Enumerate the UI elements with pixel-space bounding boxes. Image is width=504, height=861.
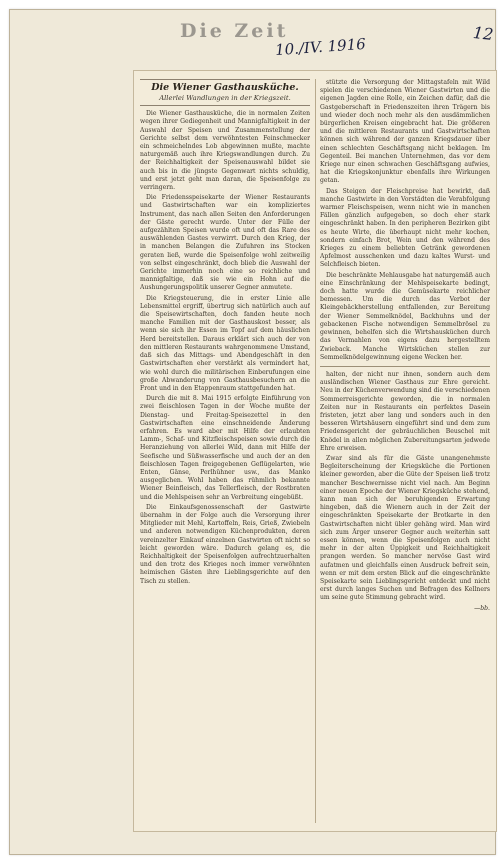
article-subtitle: Allerlei Wandlungen in der Kriegszeit.: [159, 94, 291, 102]
paragraph: Zwar sind als für die Gäste unangenehmste Begleiterscheinung der Kriegsküche die Portionen kleiner geworden, aber die Güte der Speisen ließ trotz mancher Beschwernisse nicht viel nach. Am Beginn einer neuen Epoche der Wiener Kriegsküche stehend, kann man sich der beruhigenden Erwartung hingeben, daß die Wienern auch in der Zeit der eingeschränkten Speisekarte der Brotkarte in den Gastwirtschaften nicht übler gehäng wird. Man wird sich zum Ärger unserer Gegner auch weiterhin satt essen können, wenn die Speisenfolgen auch nicht mehr in der alten Üppigkeit und Reichhaltigkeit prangen werden. So mancher nervöse Gast wird aufatmen und gleichfalls einen Ausdruck befreit sein, wenn er mit dem ersten Blick auf die eingeschränkte Speisekarte sein Lieblingsgericht entdeckt und nicht erst durch langes Suchen und Befragen des Kellners um seine gute Stimmung gebracht wird.: [320, 454, 490, 602]
archive-page: [9, 9, 496, 855]
article-header: [140, 79, 310, 106]
paragraph: halten, der nicht nur ihnen, sondern auch dem ausländischen Wiener Gasthaus zur Ehre gereicht. Neu in der Küchenverwendung sind die verschiedenen Sommerreisgerichte geworden, die in normalen Zeiten nur in Restaurants ein perfektes Dasein fristeten, jetzt aber lang und sonders auch in den besseren Wirtshäusern eingeführt sind und dem zum Friedensgericht der gebräuchlichen Beuschel mit Knödel in allen möglichen Zubereitungsarten jedwede Ehre erweisen.: [320, 370, 490, 452]
handwritten-date: 10./IV. 1916: [274, 34, 367, 60]
paragraph: Die beschränkte Mehlausgabe hat naturgemäß auch eine Einschränkung der Mehlspeisekarte bedingt, doch hatte wurde die Gemüsekarte reichlicher bemessen. Um die durch das Verbot der Kleingebäckherstellung entfallenden, zur Bereitung der Wiener Semmelknödel, Backhuhns und der gebackenen Fische notwendigen Semmelbrösel zu gewinnen, behelfen sich die Wirtshausküchen durch das Vermahlen von eigens dazu hergestelltem Zwieback. Manche Wirtsküchen stellen zur Semmelknödelgewinnung eigene Wecken her.: [320, 271, 490, 361]
article-title: Die Wiener Gasthausküche.: [151, 82, 299, 93]
paragraph: Das Steigen der Fleischpreise hat bewirkt, daß manche Gastwirte in den Vorstädten die Verabfolgung warmer Fleischspeisen, wenn nicht wie in manchen Fällen gänzlich aufgegeben, so doch eher stark eingeschränkt haben. In den peripheren Bezirken gibt es heute Wirte, die überhaupt nicht mehr kochen, sondern einfach Brot, Wein und den während des Krieges zu einem beliebten Getränk gewordenen Apfelmost ausschenken und dazu kaltes Wurst- und Selchfleisch bieten.: [320, 187, 490, 269]
paragraph: Die Einkaufsgenossenschaft der Gastwirte übernahm in der Folge auch die Versorgung ihrer Mitglieder mit Mehl, Kartoffeln, Reis, Grieß, Zwiebeln und anderen notwendigen Küchenprodukten, deren vereinzelter Einkauf einzelnen Gastwirten oft nicht so leicht geworden wäre. Dadurch gelang es, die Reichhaltigkeit der Speisenfolgen aufrechtzuerhalten und den trotz des Krieges noch immer verwöhnten heimischen Gästen ihre Lieblingsgerichte auf den Tisch zu stellen.: [140, 503, 310, 585]
column-divider: [315, 79, 316, 823]
paragraph: Die Wiener Gasthausküche, die in normalen Zeiten wegen ihrer Gediegenheit und Mannigfaltigkeit in der Auswahl der Speisen und Zusammenstellung der Gerichte selbst dem verwöhntesten Feinschmecker ein schmeichelndes Lob abgewinnen mußte, machte naturgemäß auch ihre Kriegswandlungen durch. Zu der Reichhaltigkeit der Speisenauswahl bildet sie auch bis in die jüngste Gegenwart nichts schuldig, und erst jetzt geht man daran, die Speisenfolge zu verringern.: [140, 110, 310, 192]
paragraph: Durch die mit 8. Mai 1915 erfolgte Einführung von zwei fleischlosen Tagen in der Woche mußte der Dienstag- und Freitag-Speisezettel in den Gastwirtschaften eine einschneidende Änderung erfahren. Es ward aber mit Hilfe der erlaubten Lamm-, Schaf- und Kitzfleischspeisen sowie durch die Heranziehung von allerlei Wild, dann mit Hilfe der Seefische und Süßwasserfische und auch der an den fleischlosen Tagen freigegebenen Geflügelarten, wie Enten, Gänse, Perlhühner usw., das Manko ausgeglichen. Wohl haben das rühmlich bekannte Wiener Beinfleisch, das Tellerfleisch, der Rostbraten und die Mehlspeisen sehr an Verbreitung eingebüßt.: [140, 395, 310, 501]
author-signature: —bb.: [474, 604, 490, 612]
handwritten-number: 12: [472, 22, 495, 45]
article-column-left: [140, 79, 310, 823]
paragraph: Die Kriegsteuerung, die in erster Linie alle Lebensmittel ergriff, übertrug sich natürlich auch auf die Speisewirtschaften, doch fanden heute noch manche Familien mit der Gasthauskost besser, als wenn sie sich ihr Essen im Topf auf dem häuslichen Herd bereitstellen. Daraus erklärt sich auch der von den mittleren Restaurants wahrgenommene Umstand, daß sich das Mittags- und Abendgeschäft in den Gastwirtschaften eher verstärkt als vermindert hat, wie wohl durch die militärischen Einberufungen eine große Abwanderung von Gasthausbesuchern an die Front und in den Etappenraum stattgefunden hat.: [140, 294, 310, 392]
paragraph: Die Friedensspeisekarte der Wiener Restaurants und Gastwirtschaften war ein kompliziertes Instrument, das nach allen Seiten den Anforderungen der Gäste gerecht wurde. Unter der Fülle der aufgezählten Speisen wurde oft und oft das Rare des auswählenden Gastes verwirrt. Durch den Krieg, der in manchen Belangen die Zufuhren ins Stocken geraten ließ, wurde die Speisenfolge wohl zeitweilig von selbst eingeschränkt, doch blieb die Auswahl der Gerichte immerhin noch eine so reichliche und mannigfaltige, daß sie wie ein Hohn auf die Aushungerungspolitik unserer Gegner anmutete.: [140, 194, 310, 292]
newspaper-masthead: Die Zeit: [180, 20, 289, 42]
newspaper-clipping: [133, 70, 497, 832]
column-separator: [320, 366, 490, 367]
article-column-right: [320, 79, 490, 823]
paragraph: stützte die Versorgung der Mittagstafeln mit Wild spielen die verschiedenen Wiener Gastwirten und die eigenen Jagden eine Rolle, ein Zeichen dafür, daß die Gastgeberschaft in Friedenszeiten ihren Trägern bis und wieder doch noch mehr als den ausdämmlichen bürgerlichen Kreisen eingebracht hat. Die größeren und die mittleren Restaurants und Gastwirtschaften können sich während der ganzen Kriegsdauer über einen schlechten Geschäftsgang nicht beklagen. Im Gegenteil. Bei manchen Unternehmen, das vor dem Kriege nur einen schwachen Geschäftsgang aufwies, hat die Kriegskonjunktur ebenfalls ihre Wirkungen getan.: [320, 79, 490, 185]
